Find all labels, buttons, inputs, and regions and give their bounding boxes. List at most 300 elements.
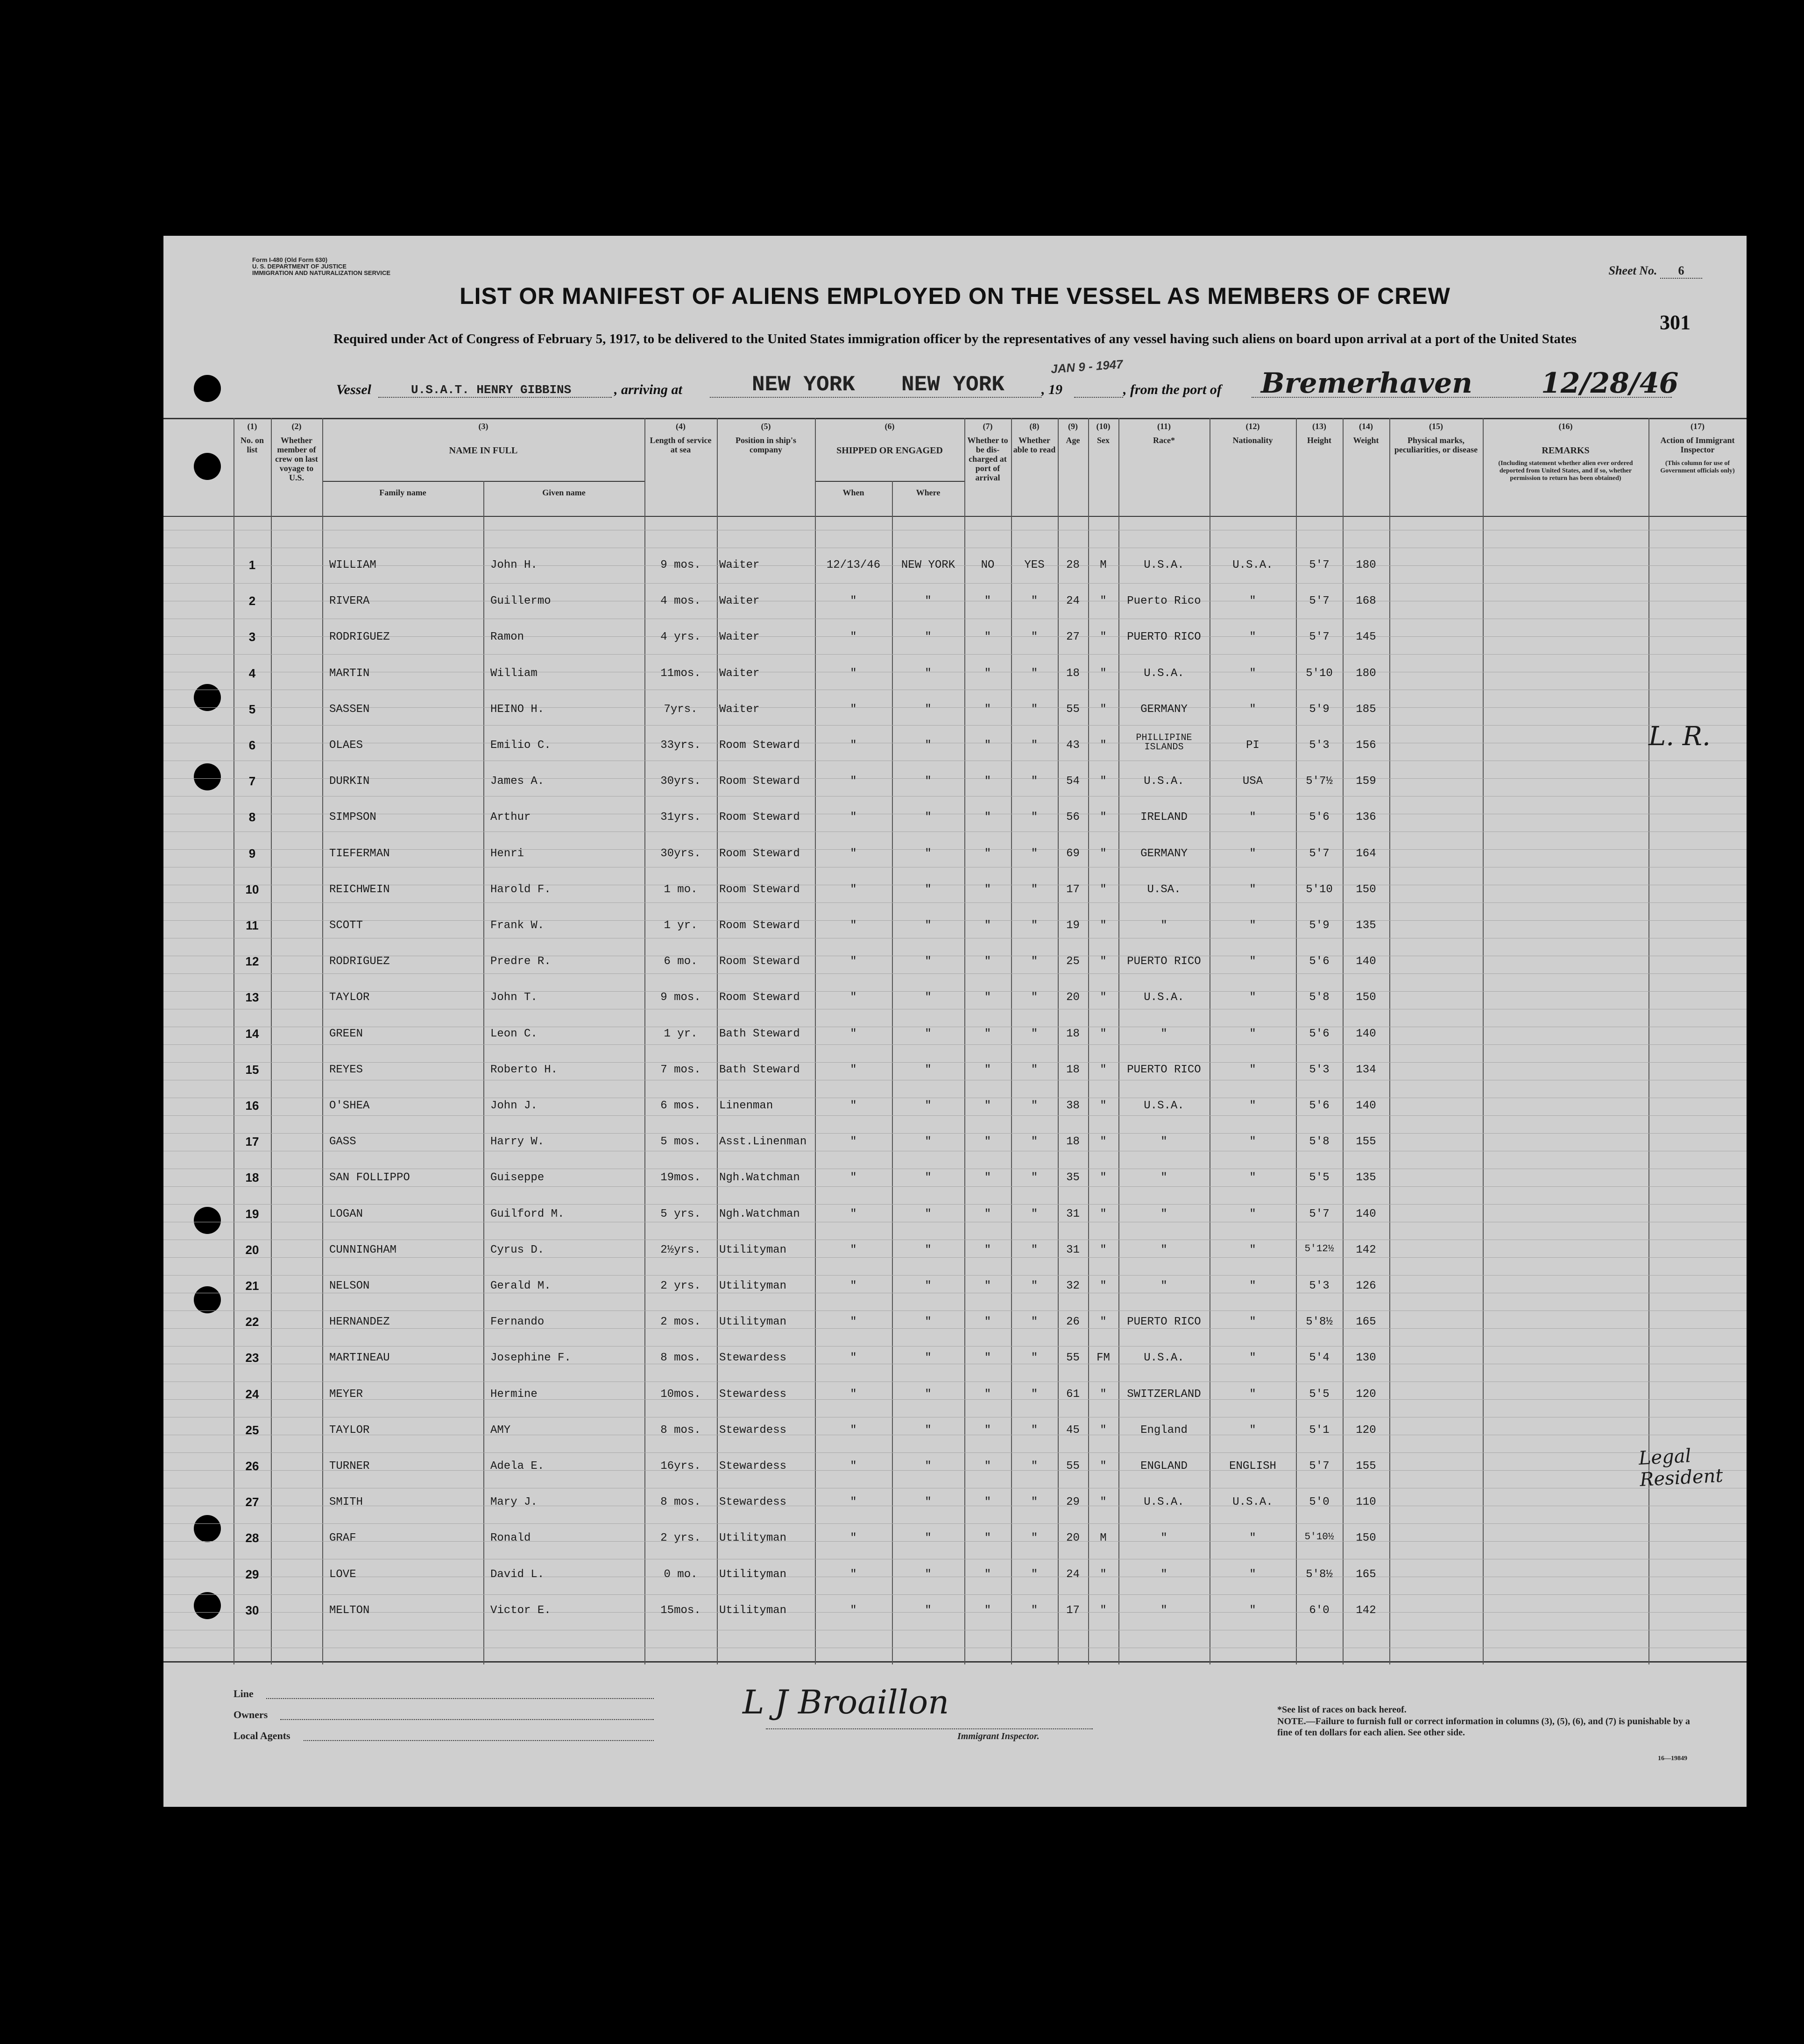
cell-given: David L. [490, 1568, 545, 1581]
row-number: 24 [245, 1387, 259, 1401]
cell-where: " [925, 1532, 932, 1544]
arriving-city: NEW YORK [752, 373, 855, 397]
cell-height: 5'7 [1309, 847, 1330, 860]
cell-age: 43 [1066, 739, 1080, 752]
cell-given: James A. [490, 775, 545, 788]
cell-read: " [1031, 1135, 1038, 1148]
cell-weight: 156 [1356, 739, 1376, 752]
cell-position: Utilityman [719, 1568, 787, 1581]
cell-read: " [1031, 1532, 1038, 1544]
cell-service: 2 yrs. [660, 1532, 701, 1544]
cell-where: NEW YORK [901, 559, 955, 571]
column-subheader: Given name [542, 488, 586, 497]
cell-when: " [850, 1064, 857, 1076]
cell-given: Ramon [490, 631, 524, 643]
cell-sex: " [1100, 1424, 1107, 1437]
column-header: REMARKS [1542, 445, 1590, 456]
cell-given: Leon C. [490, 1028, 538, 1040]
cell-where: " [925, 1316, 932, 1328]
cell-height: 5'6 [1309, 1028, 1330, 1040]
cell-weight: 168 [1356, 595, 1376, 607]
cell-discharge: " [984, 739, 991, 752]
column-header: Physical marks, peculiarities, or disease [1394, 436, 1478, 454]
cell-position: Utilityman [719, 1604, 787, 1617]
cell-sex: " [1100, 1568, 1107, 1581]
column-number: (14) [1359, 422, 1373, 431]
cell-race: ENGLAND [1140, 1460, 1188, 1473]
cell-position: Waiter [719, 559, 760, 571]
cell-race: GERMANY [1140, 847, 1188, 860]
cell-service: 8 mos. [660, 1496, 701, 1508]
cell-nationality: " [1249, 1316, 1256, 1328]
cell-position: Linenman [719, 1100, 773, 1112]
manifest-title: LIST OR MANIFEST OF ALIENS EMPLOYED ON THE VESSEL AS MEMBERS OF CREW [460, 283, 1450, 309]
cell-sex: FM [1097, 1352, 1110, 1364]
cell-family: GREEN [329, 1028, 363, 1040]
cell-family: SCOTT [329, 919, 363, 932]
cell-service: 9 mos. [660, 991, 701, 1004]
cell-read: " [1031, 847, 1038, 860]
cell-family: MELTON [329, 1604, 370, 1617]
cell-family: O'SHEA [329, 1100, 370, 1112]
cell-discharge: " [984, 1352, 991, 1364]
cell-age: 17 [1066, 1604, 1080, 1617]
cell-given: Guilford M. [490, 1208, 565, 1220]
cell-height: 5'7½ [1306, 775, 1333, 788]
cell-given: Henri [490, 847, 524, 860]
cell-discharge: " [984, 1388, 991, 1401]
cell-given: Gerald M. [490, 1280, 551, 1292]
cell-where: " [925, 919, 932, 932]
cell-read: " [1031, 1352, 1038, 1364]
cell-position: Room Steward [719, 775, 800, 788]
cell-when: " [850, 811, 857, 824]
cell-nationality: " [1249, 847, 1256, 860]
cell-age: 56 [1066, 811, 1080, 824]
cell-race: England [1140, 1424, 1188, 1437]
cell-nationality: " [1249, 1100, 1256, 1112]
cell-where: " [925, 847, 932, 860]
cell-height: 5'7 [1309, 1460, 1330, 1473]
cell-discharge: " [984, 1064, 991, 1076]
cell-where: " [925, 703, 932, 716]
cell-given: William [490, 667, 538, 680]
column-header: Weight [1353, 436, 1379, 445]
cell-service: 1 yr. [664, 1028, 698, 1040]
cell-age: 18 [1066, 667, 1080, 680]
cell-age: 20 [1066, 991, 1080, 1004]
cell-age: 55 [1066, 703, 1080, 716]
form-identifier: Form I-480 (Old Form 630) U. S. DEPARTMENT OF JUSTICE IMMIGRATION AND NATURALIZATION SERVICE [252, 256, 391, 276]
cell-service: 0 mo. [664, 1568, 698, 1581]
cell-when: " [850, 1208, 857, 1220]
cell-discharge: " [984, 667, 991, 680]
cell-when: " [850, 595, 857, 607]
cell-race: SWITZERLAND [1127, 1388, 1201, 1401]
cell-where: " [925, 1064, 932, 1076]
cell-family: SMITH [329, 1496, 363, 1508]
cell-when: " [850, 1352, 857, 1364]
row-number: 19 [245, 1207, 259, 1221]
cell-discharge: " [984, 1460, 991, 1473]
row-number: 9 [248, 846, 256, 860]
column-header: Race* [1153, 436, 1175, 445]
cell-height: 5'9 [1309, 919, 1330, 932]
cell-service: 1 mo. [664, 883, 698, 896]
cell-where: " [925, 1028, 932, 1040]
row-number: 22 [245, 1315, 259, 1329]
cell-discharge: " [984, 631, 991, 643]
column-number: (3) [478, 422, 488, 431]
row-number: 8 [248, 810, 256, 824]
arriving-label: , arriving at [614, 382, 682, 397]
cell-race: " [1160, 919, 1167, 932]
cell-read: " [1031, 1496, 1038, 1508]
cell-when: " [850, 919, 857, 932]
cell-age: 29 [1066, 1496, 1080, 1508]
column-number: (16) [1558, 422, 1573, 431]
cell-weight: 180 [1356, 559, 1376, 571]
column-number: (15) [1429, 422, 1443, 431]
cell-position: Room Steward [719, 847, 800, 860]
page-number: 301 [1660, 311, 1691, 334]
cell-given: Victor E. [490, 1604, 551, 1617]
cell-family: DURKIN [329, 775, 370, 788]
cell-read: " [1031, 1100, 1038, 1112]
cell-read: " [1031, 703, 1038, 716]
cell-age: 45 [1066, 1424, 1080, 1437]
column-number: (2) [291, 422, 302, 431]
cell-where: " [925, 739, 932, 752]
cell-age: 55 [1066, 1460, 1080, 1473]
cell-service: 30yrs. [660, 847, 701, 860]
cell-read: " [1031, 667, 1038, 680]
cell-service: 11mos. [660, 667, 701, 680]
cell-nationality: " [1249, 1424, 1256, 1437]
cell-nationality: " [1249, 703, 1256, 716]
cell-height: 5'10 [1306, 667, 1333, 680]
cell-discharge: " [984, 1208, 991, 1220]
cell-when: " [850, 991, 857, 1004]
cell-where: " [925, 667, 932, 680]
cell-nationality: " [1249, 1604, 1256, 1617]
column-header: No. on list [240, 436, 264, 454]
cell-read: " [1031, 595, 1038, 607]
cell-age: 24 [1066, 595, 1080, 607]
cell-given: Fernando [490, 1316, 545, 1328]
cell-age: 26 [1066, 1316, 1080, 1328]
column-rule [1483, 418, 1484, 1664]
cell-height: 5'3 [1309, 1064, 1330, 1076]
cell-sex: " [1100, 1100, 1107, 1112]
cell-where: " [925, 1568, 932, 1581]
cell-where: " [925, 1135, 932, 1148]
column-rule [1389, 418, 1390, 1664]
cell-family: WILLIAM [329, 559, 376, 571]
cell-race: U.S.A. [1144, 1352, 1184, 1364]
column-number: (11) [1157, 422, 1171, 431]
cell-service: 10mos. [660, 1388, 701, 1401]
cell-service: 7yrs. [664, 703, 698, 716]
cell-nationality: " [1249, 1064, 1256, 1076]
cell-family: MARTINEAU [329, 1352, 390, 1364]
cell-when: " [850, 1424, 857, 1437]
cell-age: 32 [1066, 1280, 1080, 1292]
cell-nationality: " [1249, 1352, 1256, 1364]
cell-given: AMY [490, 1424, 511, 1437]
cell-nationality: " [1249, 811, 1256, 824]
cell-race: IRELAND [1140, 811, 1188, 824]
column-header: Position in ship's company [735, 436, 797, 454]
cell-weight: 140 [1356, 955, 1376, 968]
column-number: (13) [1312, 422, 1326, 431]
cell-read: " [1031, 1460, 1038, 1473]
cell-weight: 165 [1356, 1568, 1376, 1581]
cell-sex: " [1100, 1244, 1107, 1256]
cell-race: " [1160, 1028, 1167, 1040]
cell-given: Frank W. [490, 919, 545, 932]
cell-when: " [850, 955, 857, 968]
cell-age: 18 [1066, 1028, 1080, 1040]
row-number: 3 [248, 630, 256, 644]
cell-sex: " [1100, 919, 1107, 932]
cell-read: " [1031, 919, 1038, 932]
cell-read: " [1031, 991, 1038, 1004]
cell-position: Room Steward [719, 991, 800, 1004]
cell-weight: 120 [1356, 1388, 1376, 1401]
cell-weight: 155 [1356, 1135, 1376, 1148]
cell-given: Harold F. [490, 883, 551, 896]
column-subheader: (This column for use of Government officials only) [1660, 460, 1735, 474]
cell-where: " [925, 1388, 932, 1401]
cell-nationality: " [1249, 955, 1256, 968]
cell-family: RIVERA [329, 595, 370, 607]
cell-sex: " [1100, 739, 1107, 752]
from-date: 12/28/46 [1541, 367, 1679, 400]
column-rule [322, 418, 323, 1664]
cell-read: " [1031, 883, 1038, 896]
row-number: 4 [248, 666, 256, 680]
row-number: 12 [245, 954, 259, 968]
cell-position: Room Steward [719, 811, 800, 824]
cell-read: " [1031, 1280, 1038, 1292]
cell-race: " [1160, 1244, 1167, 1256]
cell-age: 18 [1066, 1135, 1080, 1148]
cell-service: 7 mos. [660, 1064, 701, 1076]
cell-weight: 110 [1356, 1496, 1376, 1508]
cell-weight: 155 [1356, 1460, 1376, 1473]
cell-height: 5'5 [1309, 1171, 1330, 1184]
cell-nationality: " [1249, 1171, 1256, 1184]
cell-race: U.S.A. [1144, 991, 1184, 1004]
cell-where: " [925, 1460, 932, 1473]
cell-when: " [850, 847, 857, 860]
cell-service: 19mos. [660, 1171, 701, 1184]
cell-height: 5'8½ [1306, 1568, 1333, 1581]
column-subheader: Where [916, 488, 941, 497]
from-port: Bremerhaven [1261, 367, 1472, 400]
row-number: 11 [246, 918, 259, 932]
cell-discharge: " [984, 775, 991, 788]
cell-position: Room Steward [719, 955, 800, 968]
cell-discharge: " [984, 811, 991, 824]
cell-weight: 159 [1356, 775, 1376, 788]
cell-discharge: " [984, 1496, 991, 1508]
column-subheader: Family name [379, 488, 426, 497]
cell-race: U.S.A. [1144, 667, 1184, 680]
cell-read: " [1031, 1064, 1038, 1076]
cell-nationality: " [1249, 1388, 1256, 1401]
cell-discharge: " [984, 991, 991, 1004]
cell-sex: " [1100, 775, 1107, 788]
cell-height: 5'4 [1309, 1352, 1330, 1364]
cell-where: " [925, 1208, 932, 1220]
cell-when: " [850, 1568, 857, 1581]
race-note: *See list of races on back hereof. [1277, 1705, 1407, 1715]
cell-given: Guiseppe [490, 1171, 545, 1184]
column-header: Whether able to read [1013, 436, 1056, 454]
row-number: 20 [245, 1243, 259, 1257]
cell-nationality: " [1249, 631, 1256, 643]
cell-when: " [850, 667, 857, 680]
cell-sex: " [1100, 1460, 1107, 1473]
date-stamp: JAN 9 - 1947 [1050, 357, 1124, 376]
cell-family: RODRIGUEZ [329, 955, 390, 968]
cell-sex: " [1100, 1280, 1107, 1292]
cell-service: 4 mos. [660, 595, 701, 607]
cell-nationality: " [1249, 667, 1256, 680]
column-header: Action of Immigrant Inspector [1660, 436, 1735, 454]
column-rule [483, 481, 484, 1664]
cell-service: 8 mos. [660, 1424, 701, 1437]
cell-race: PUERTO RICO [1127, 1064, 1201, 1076]
cell-weight: 130 [1356, 1352, 1376, 1364]
cell-discharge: NO [981, 559, 995, 571]
cell-nationality: " [1249, 991, 1256, 1004]
cell-nationality: " [1249, 1568, 1256, 1581]
punch-hole [194, 375, 221, 402]
cell-where: " [925, 1496, 932, 1508]
cell-when: " [850, 1244, 857, 1256]
column-header: Whether to be dis-charged at port of arrival [967, 436, 1008, 482]
cell-height: 5'7 [1309, 631, 1330, 643]
column-subheader: (Including statement whether alien ever ordered deported from United States, and if so, whether permission to return has been obtained) [1498, 460, 1633, 482]
cell-when: " [850, 739, 857, 752]
cell-given: Cyrus D. [490, 1244, 545, 1256]
cell-sex: " [1100, 811, 1107, 824]
row-number: 18 [245, 1170, 259, 1184]
cell-sex: " [1100, 1496, 1107, 1508]
cell-weight: 120 [1356, 1424, 1376, 1437]
cell-discharge: " [984, 1280, 991, 1292]
column-header: SHIPPED OR ENGAGED [836, 445, 943, 456]
cell-weight: 142 [1356, 1244, 1376, 1256]
cell-when: " [850, 703, 857, 716]
cell-position: Utilityman [719, 1280, 787, 1292]
cell-height: 5'7 [1309, 595, 1330, 607]
cell-race: " [1160, 1568, 1167, 1581]
column-header: Age [1066, 436, 1080, 445]
cell-height: 5'8 [1309, 1135, 1330, 1148]
cell-age: 25 [1066, 955, 1080, 968]
manifest-page [163, 236, 1747, 1807]
cell-discharge: " [984, 1135, 991, 1148]
column-number: (4) [676, 422, 686, 431]
row-number: 21 [245, 1279, 259, 1293]
cell-when: " [850, 1316, 857, 1328]
cell-position: Waiter [719, 595, 760, 607]
cell-when: " [850, 1604, 857, 1617]
cell-position: Waiter [719, 703, 760, 716]
cell-weight: 140 [1356, 1208, 1376, 1220]
cell-family: MARTIN [329, 667, 370, 680]
cell-weight: 180 [1356, 667, 1376, 680]
cell-nationality: PI [1246, 739, 1259, 752]
cell-service: 15mos. [660, 1604, 701, 1617]
cell-height: 5'5 [1309, 1388, 1330, 1401]
cell-position: Ngh.Watchman [719, 1208, 800, 1220]
cell-sex: " [1100, 1316, 1107, 1328]
cell-family: CUNNINGHAM [329, 1244, 397, 1256]
cell-read: " [1031, 1604, 1038, 1617]
cell-age: 27 [1066, 631, 1080, 643]
cell-given: Adela E. [490, 1460, 545, 1473]
cell-given: HEINO H. [490, 703, 545, 716]
cell-nationality: U.S.A. [1232, 559, 1273, 571]
column-number: (8) [1029, 422, 1040, 431]
cell-position: Room Steward [719, 919, 800, 932]
cell-discharge: " [984, 847, 991, 860]
cell-race: PUERTO RICO [1127, 1316, 1201, 1328]
cell-read: " [1031, 811, 1038, 824]
cell-discharge: " [984, 1171, 991, 1184]
cell-read: " [1031, 739, 1038, 752]
cell-discharge: " [984, 1244, 991, 1256]
cell-family: TAYLOR [329, 991, 370, 1004]
cell-given: Josephine F. [490, 1352, 571, 1364]
column-number: (1) [247, 422, 257, 431]
cell-read: " [1031, 1424, 1038, 1437]
cell-where: " [925, 955, 932, 968]
cell-nationality: U.S.A. [1232, 1496, 1273, 1508]
cell-height: 5'6 [1309, 811, 1330, 824]
cell-discharge: " [984, 1568, 991, 1581]
cell-service: 6 mo. [664, 955, 698, 968]
column-subheader: When [842, 488, 864, 497]
cell-service: 2½yrs. [660, 1244, 701, 1256]
cell-height: 5'6 [1309, 1100, 1330, 1112]
row-number: 6 [248, 738, 256, 752]
cell-when: " [850, 1460, 857, 1473]
cell-service: 9 mos. [660, 559, 701, 571]
line-label: Line [233, 1688, 254, 1699]
vessel-line [336, 357, 1679, 402]
cell-position: Room Steward [719, 883, 800, 896]
cell-sex: " [1100, 631, 1107, 643]
penalty-note: NOTE.—Failure to furnish full or correct information in columns (3), (5), (6), and (7) is punishable by a fine of ten dollars for each alien. See other side. [1277, 1716, 1690, 1738]
cell-service: 1 yr. [664, 919, 698, 932]
cell-sex: " [1100, 595, 1107, 607]
row-number: 13 [245, 990, 259, 1004]
cell-height: 5'7 [1309, 1208, 1330, 1220]
cell-position: Asst.Linenman [719, 1135, 807, 1148]
cell-weight: 140 [1356, 1100, 1376, 1112]
cell-read: " [1031, 1171, 1038, 1184]
cell-family: OLAES [329, 739, 363, 752]
cell-race: U.S.A. [1144, 559, 1184, 571]
cell-when: " [850, 1028, 857, 1040]
cell-given: John J. [490, 1100, 538, 1112]
